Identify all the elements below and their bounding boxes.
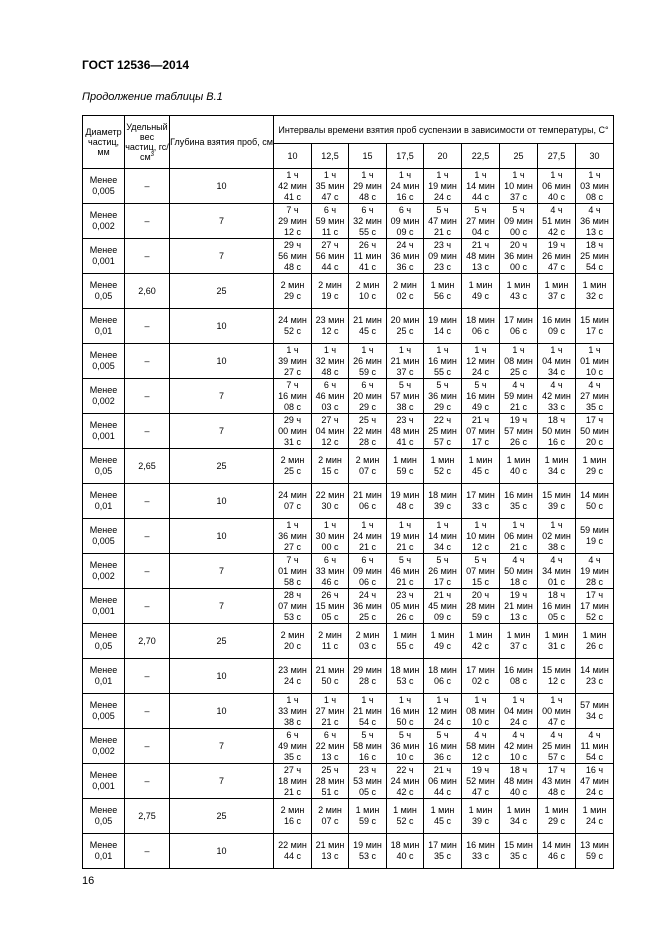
cell-interval: 26 ч 11 мин 41 с — [349, 239, 387, 274]
cell-interval: 1 ч 00 мин 47 с — [538, 694, 576, 729]
cell-interval: 1 мин 45 с — [424, 799, 462, 834]
cell-interval: 5 ч 27 мин 04 с — [462, 204, 500, 239]
cell-interval: 1 мин 45 с — [462, 449, 500, 484]
cell-interval: 1 ч 10 мин 12 с — [462, 519, 500, 554]
cell-interval: 1 ч 24 мин 21 с — [349, 519, 387, 554]
cell-interval: 1 мин 42 с — [462, 624, 500, 659]
cell-interval: 20 ч 36 мин 00 с — [500, 239, 538, 274]
cell-interval: 6 ч 49 мин 35 с — [274, 729, 312, 764]
cell-interval: 1 ч 27 мин 21 с — [312, 694, 349, 729]
cell-diameter: Менее 0,005 — [83, 519, 125, 554]
cell-interval: 22 мин 30 с — [312, 484, 349, 519]
cell-interval: 1 мин 31 с — [538, 624, 576, 659]
cell-weight: – — [125, 694, 170, 729]
cell-diameter: Менее 0,005 — [83, 694, 125, 729]
table-row — [83, 309, 614, 344]
cell-depth: 7 — [170, 414, 274, 449]
cell-interval: 2 мин 11 с — [312, 624, 349, 659]
table-row — [83, 554, 614, 589]
cell-interval: 5 ч 09 мин 00 с — [500, 204, 538, 239]
cell-diameter: Менее 0,05 — [83, 274, 125, 309]
cell-interval: 1 мин 34 с — [500, 799, 538, 834]
cell-diameter: Менее 0,001 — [83, 764, 125, 799]
cell-interval: 57 мин 34 с — [576, 694, 614, 729]
header-temperature: 30 — [576, 144, 614, 169]
cell-interval: 14 мин 23 с — [576, 659, 614, 694]
cell-interval: 5 ч 57 мин 38 с — [387, 379, 424, 414]
table-row — [83, 694, 614, 729]
cell-interval: 19 мин 48 с — [387, 484, 424, 519]
cell-interval: 2 мин 07 с — [349, 449, 387, 484]
cell-interval: 1 ч 19 мин 21 с — [387, 519, 424, 554]
table-row — [83, 519, 614, 554]
cell-interval: 7 ч 29 мин 12 с — [274, 204, 312, 239]
cell-interval: 23 ч 05 мин 26 с — [387, 589, 424, 624]
cell-interval: 2 мин 07 с — [312, 799, 349, 834]
cell-interval: 59 мин 19 с — [576, 519, 614, 554]
cell-weight: 2,75 — [125, 799, 170, 834]
cell-interval: 18 ч 48 мин 40 с — [500, 764, 538, 799]
cell-interval: 1 ч 14 мин 44 с — [462, 169, 500, 204]
cell-interval: 1 ч 12 мин 24 с — [462, 344, 500, 379]
cell-interval: 26 ч 15 мин 05 с — [312, 589, 349, 624]
cell-diameter: Менее 0,01 — [83, 834, 125, 869]
cell-interval: 22 мин 44 с — [274, 834, 312, 869]
cell-interval: 2 мин 02 с — [387, 274, 424, 309]
cell-interval: 4 ч 27 мин 35 с — [576, 379, 614, 414]
cell-interval: 1 ч 36 мин 27 с — [274, 519, 312, 554]
cell-interval: 18 ч 16 мин 05 с — [538, 589, 576, 624]
cell-diameter: Менее 0,005 — [83, 344, 125, 379]
cell-interval: 1 мин 26 с — [576, 624, 614, 659]
header-weight-label: Удельный вес частиц, гс/см — [125, 122, 169, 162]
cell-interval: 23 ч 53 мин 05 с — [349, 764, 387, 799]
cell-interval: 17 ч 50 мин 20 с — [576, 414, 614, 449]
cell-interval: 1 мин 24 с — [576, 799, 614, 834]
cell-interval: 1 ч 08 мин 10 с — [462, 694, 500, 729]
cell-interval: 1 ч 06 мин 21 с — [500, 519, 538, 554]
cell-weight: – — [125, 834, 170, 869]
cell-interval: 24 мин 52 с — [274, 309, 312, 344]
cell-interval: 4 ч 50 мин 18 с — [500, 554, 538, 589]
header-temperature: 10 — [274, 144, 312, 169]
cell-interval: 1 ч 21 мин 37 с — [387, 344, 424, 379]
cell-interval: 21 мин 50 с — [312, 659, 349, 694]
cell-interval: 1 мин 37 с — [538, 274, 576, 309]
table-row — [83, 274, 614, 309]
header-temperature: 12,5 — [312, 144, 349, 169]
cell-interval: 1 мин 56 с — [424, 274, 462, 309]
cell-diameter: Менее 0,01 — [83, 484, 125, 519]
cell-interval: 1 мин 52 с — [424, 449, 462, 484]
cell-interval: 16 мин 09 с — [538, 309, 576, 344]
cell-interval: 1 ч 10 мин 37 с — [500, 169, 538, 204]
table-row — [83, 799, 614, 834]
cell-interval: 1 ч 04 мин 34 с — [538, 344, 576, 379]
cell-interval: 6 ч 20 мин 29 с — [349, 379, 387, 414]
cell-interval: 23 мин 12 с — [312, 309, 349, 344]
table-row — [83, 344, 614, 379]
cell-interval: 1 ч 14 мин 34 с — [424, 519, 462, 554]
cell-diameter: Менее 0,05 — [83, 799, 125, 834]
cell-interval: 1 ч 24 мин 16 с — [387, 169, 424, 204]
cell-interval: 1 мин 34 с — [538, 449, 576, 484]
cell-weight: – — [125, 379, 170, 414]
cell-interval: 4 ч 34 мин 01 с — [538, 554, 576, 589]
cell-interval: 27 ч 18 мин 21 с — [274, 764, 312, 799]
cell-interval: 27 ч 56 мин 44 с — [312, 239, 349, 274]
header-temperature: 25 — [500, 144, 538, 169]
cell-interval: 17 ч 43 мин 48 с — [538, 764, 576, 799]
cell-interval: 24 мин 07 с — [274, 484, 312, 519]
table-row — [83, 589, 614, 624]
cell-interval: 1 мин 59 с — [387, 449, 424, 484]
cell-interval: 18 мин 06 с — [424, 659, 462, 694]
cell-interval: 15 мин 39 с — [538, 484, 576, 519]
cell-interval: 20 ч 28 мин 59 с — [462, 589, 500, 624]
cell-weight: 2,70 — [125, 624, 170, 659]
header-diameter: Диаметр частиц, мм — [83, 116, 125, 169]
cell-interval: 21 ч 07 мин 17 с — [462, 414, 500, 449]
cell-interval: 1 ч 21 мин 54 с — [349, 694, 387, 729]
cell-interval: 1 ч 19 мин 24 с — [424, 169, 462, 204]
header-depth: Глубина взятия проб, см — [170, 116, 274, 169]
cell-interval: 18 мин 06 с — [462, 309, 500, 344]
cell-weight: – — [125, 589, 170, 624]
document-header: ГОСТ 12536—2014 — [82, 58, 190, 72]
cell-depth: 7 — [170, 204, 274, 239]
cell-interval: 5 ч 16 мин 36 с — [424, 729, 462, 764]
cell-depth: 7 — [170, 239, 274, 274]
cell-weight: 2,65 — [125, 449, 170, 484]
table-row — [83, 414, 614, 449]
table-caption: Продолжение таблицы В.1 — [82, 91, 223, 103]
cell-interval: 2 мин 15 с — [312, 449, 349, 484]
cell-interval: 23 ч 48 мин 41 с — [387, 414, 424, 449]
cell-diameter: Менее 0,002 — [83, 204, 125, 239]
cell-interval: 1 ч 12 мин 24 с — [424, 694, 462, 729]
cell-weight: – — [125, 309, 170, 344]
cell-interval: 2 мин 29 с — [274, 274, 312, 309]
cell-interval: 1 мин 43 с — [500, 274, 538, 309]
cell-interval: 2 мин 10 с — [349, 274, 387, 309]
cell-interval: 16 мин 33 с — [462, 834, 500, 869]
cell-diameter: Менее 0,001 — [83, 589, 125, 624]
cell-interval: 28 ч 07 мин 53 с — [274, 589, 312, 624]
data-table — [82, 115, 614, 869]
cell-weight: – — [125, 484, 170, 519]
cell-interval: 6 ч 32 мин 55 с — [349, 204, 387, 239]
cell-interval: 15 мин 12 с — [538, 659, 576, 694]
cell-interval: 19 мин 14 с — [424, 309, 462, 344]
cell-depth: 10 — [170, 834, 274, 869]
cell-interval: 1 ч 02 мин 38 с — [538, 519, 576, 554]
cell-interval: 16 мин 08 с — [500, 659, 538, 694]
cell-interval: 1 мин 37 с — [500, 624, 538, 659]
cell-depth: 7 — [170, 589, 274, 624]
cell-diameter: Менее 0,05 — [83, 449, 125, 484]
header-weight-sup: 3 — [150, 152, 155, 158]
cell-diameter: Менее 0,002 — [83, 554, 125, 589]
cell-interval: 1 ч 04 мин 24 с — [500, 694, 538, 729]
header-temperature: 22,5 — [462, 144, 500, 169]
cell-weight: – — [125, 554, 170, 589]
cell-interval: 2 мин 03 с — [349, 624, 387, 659]
cell-interval: 7 ч 01 мин 58 с — [274, 554, 312, 589]
table-row — [83, 764, 614, 799]
cell-interval: 17 мин 02 с — [462, 659, 500, 694]
cell-diameter: Менее 0,01 — [83, 309, 125, 344]
cell-interval: 1 ч 03 мин 08 с — [576, 169, 614, 204]
cell-diameter: Менее 0,01 — [83, 659, 125, 694]
cell-depth: 10 — [170, 309, 274, 344]
cell-interval: 4 ч 42 мин 10 с — [500, 729, 538, 764]
cell-depth: 7 — [170, 379, 274, 414]
cell-interval: 5 ч 26 мин 17 с — [424, 554, 462, 589]
cell-interval: 1 ч 30 мин 00 с — [312, 519, 349, 554]
cell-interval: 4 ч 58 мин 12 с — [462, 729, 500, 764]
cell-interval: 1 ч 32 мин 48 с — [312, 344, 349, 379]
cell-interval: 16 ч 47 мин 24 с — [576, 764, 614, 799]
cell-interval: 29 ч 00 мин 31 с — [274, 414, 312, 449]
cell-diameter: Менее 0,001 — [83, 239, 125, 274]
cell-interval: 7 ч 16 мин 08 с — [274, 379, 312, 414]
cell-interval: 22 ч 24 мин 42 с — [387, 764, 424, 799]
cell-interval: 15 мин 35 с — [500, 834, 538, 869]
cell-interval: 21 ч 45 мин 09 с — [424, 589, 462, 624]
cell-interval: 17 мин 06 с — [500, 309, 538, 344]
cell-interval: 4 ч 36 мин 13 с — [576, 204, 614, 239]
cell-interval: 24 ч 36 мин 25 с — [349, 589, 387, 624]
cell-interval: 15 мин 17 с — [576, 309, 614, 344]
cell-interval: 1 ч 01 мин 10 с — [576, 344, 614, 379]
cell-interval: 29 мин 28 с — [349, 659, 387, 694]
header-weight — [125, 116, 170, 169]
cell-interval: 1 мин 29 с — [576, 449, 614, 484]
cell-interval: 17 мин 33 с — [462, 484, 500, 519]
cell-interval: 19 ч 26 мин 47 с — [538, 239, 576, 274]
cell-interval: 5 ч 16 мин 49 с — [462, 379, 500, 414]
cell-interval: 17 ч 17 мин 52 с — [576, 589, 614, 624]
cell-interval: 4 ч 59 мин 21 с — [500, 379, 538, 414]
cell-interval: 1 ч 29 мин 48 с — [349, 169, 387, 204]
cell-weight: – — [125, 414, 170, 449]
cell-weight: – — [125, 764, 170, 799]
cell-interval: 1 мин 39 с — [462, 799, 500, 834]
cell-depth: 25 — [170, 624, 274, 659]
cell-weight: 2,60 — [125, 274, 170, 309]
cell-interval: 23 ч 09 мин 23 с — [424, 239, 462, 274]
cell-interval: 4 ч 19 мин 28 с — [576, 554, 614, 589]
cell-depth: 25 — [170, 274, 274, 309]
cell-interval: 21 мин 13 с — [312, 834, 349, 869]
cell-interval: 1 мин 40 с — [500, 449, 538, 484]
cell-interval: 1 ч 35 мин 47 с — [312, 169, 349, 204]
header-temperature: 15 — [349, 144, 387, 169]
header-temperature: 17,5 — [387, 144, 424, 169]
cell-interval: 1 мин 32 с — [576, 274, 614, 309]
cell-interval: 5 ч 47 мин 21 с — [424, 204, 462, 239]
cell-depth: 25 — [170, 799, 274, 834]
cell-interval: 2 мин 19 с — [312, 274, 349, 309]
cell-depth: 10 — [170, 694, 274, 729]
cell-interval: 18 мин 40 с — [387, 834, 424, 869]
cell-interval: 1 мин 59 с — [349, 799, 387, 834]
cell-interval: 22 ч 25 мин 57 с — [424, 414, 462, 449]
cell-interval: 5 ч 46 мин 21 с — [387, 554, 424, 589]
header-intervals: Интервалы времени взятия проб суспензии в зависимости от температуры, С° — [274, 116, 614, 144]
table-row — [83, 204, 614, 239]
cell-interval: 6 ч 46 мин 03 с — [312, 379, 349, 414]
cell-interval: 1 мин 49 с — [462, 274, 500, 309]
cell-interval: 4 ч 25 мин 57 с — [538, 729, 576, 764]
cell-depth: 25 — [170, 449, 274, 484]
table-row — [83, 169, 614, 204]
cell-depth: 10 — [170, 519, 274, 554]
cell-interval: 5 ч 58 мин 16 с — [349, 729, 387, 764]
cell-depth: 7 — [170, 729, 274, 764]
cell-interval: 2 мин 20 с — [274, 624, 312, 659]
cell-interval: 1 мин 52 с — [387, 799, 424, 834]
cell-interval: 5 ч 36 мин 29 с — [424, 379, 462, 414]
cell-interval: 14 мин 46 с — [538, 834, 576, 869]
cell-interval: 25 ч 28 мин 51 с — [312, 764, 349, 799]
cell-interval: 21 ч 48 мин 13 с — [462, 239, 500, 274]
table-row — [83, 239, 614, 274]
cell-diameter: Менее 0,001 — [83, 414, 125, 449]
cell-depth: 10 — [170, 169, 274, 204]
cell-interval: 1 мин 55 с — [387, 624, 424, 659]
cell-interval: 2 мин 25 с — [274, 449, 312, 484]
table-row — [83, 484, 614, 519]
cell-interval: 1 ч 06 мин 40 с — [538, 169, 576, 204]
cell-interval: 25 ч 22 мин 28 с — [349, 414, 387, 449]
cell-weight: – — [125, 239, 170, 274]
cell-interval: 19 ч 57 мин 26 с — [500, 414, 538, 449]
cell-diameter: Менее 0,002 — [83, 379, 125, 414]
cell-interval: 6 ч 09 мин 06 с — [349, 554, 387, 589]
cell-interval: 1 ч 26 мин 59 с — [349, 344, 387, 379]
cell-depth: 7 — [170, 554, 274, 589]
cell-interval: 17 мин 35 с — [424, 834, 462, 869]
cell-interval: 6 ч 09 мин 09 с — [387, 204, 424, 239]
cell-interval: 1 ч 16 мин 50 с — [387, 694, 424, 729]
cell-depth: 10 — [170, 484, 274, 519]
table-row — [83, 834, 614, 869]
cell-diameter: Менее 0,05 — [83, 624, 125, 659]
header-temperature: 20 — [424, 144, 462, 169]
cell-interval: 1 мин 29 с — [538, 799, 576, 834]
cell-interval: 1 ч 42 мин 41 с — [274, 169, 312, 204]
cell-interval: 1 ч 33 мин 38 с — [274, 694, 312, 729]
cell-interval: 20 мин 25 с — [387, 309, 424, 344]
cell-interval: 21 мин 06 с — [349, 484, 387, 519]
cell-interval: 4 ч 51 мин 42 с — [538, 204, 576, 239]
cell-interval: 14 мин 50 с — [576, 484, 614, 519]
cell-interval: 23 мин 24 с — [274, 659, 312, 694]
cell-depth: 10 — [170, 659, 274, 694]
cell-interval: 6 ч 22 мин 13 с — [312, 729, 349, 764]
cell-interval: 6 ч 33 мин 46 с — [312, 554, 349, 589]
cell-interval: 18 ч 50 мин 16 с — [538, 414, 576, 449]
header-temperature: 27,5 — [538, 144, 576, 169]
cell-interval: 19 мин 53 с — [349, 834, 387, 869]
cell-interval: 29 ч 56 мин 48 с — [274, 239, 312, 274]
cell-interval: 27 ч 04 мин 12 с — [312, 414, 349, 449]
cell-interval: 6 ч 59 мин 11 с — [312, 204, 349, 239]
cell-interval: 13 мин 59 с — [576, 834, 614, 869]
cell-depth: 10 — [170, 344, 274, 379]
cell-interval: 5 ч 36 мин 10 с — [387, 729, 424, 764]
cell-interval: 19 ч 21 мин 13 с — [500, 589, 538, 624]
cell-interval: 18 мин 53 с — [387, 659, 424, 694]
table-row — [83, 449, 614, 484]
cell-interval: 4 ч 11 мин 54 с — [576, 729, 614, 764]
cell-interval: 1 ч 39 мин 27 с — [274, 344, 312, 379]
cell-weight: – — [125, 169, 170, 204]
cell-weight: – — [125, 729, 170, 764]
cell-interval: 1 ч 16 мин 55 с — [424, 344, 462, 379]
cell-interval: 1 ч 08 мин 25 с — [500, 344, 538, 379]
cell-weight: – — [125, 344, 170, 379]
table-row — [83, 379, 614, 414]
cell-diameter: Менее 0,005 — [83, 169, 125, 204]
table-row — [83, 624, 614, 659]
cell-interval: 21 ч 06 мин 44 с — [424, 764, 462, 799]
cell-interval: 18 мин 39 с — [424, 484, 462, 519]
cell-interval: 4 ч 42 мин 33 с — [538, 379, 576, 414]
cell-interval: 1 мин 49 с — [424, 624, 462, 659]
cell-depth: 7 — [170, 764, 274, 799]
cell-interval: 18 ч 25 мин 54 с — [576, 239, 614, 274]
cell-weight: – — [125, 204, 170, 239]
cell-interval: 2 мин 16 с — [274, 799, 312, 834]
cell-interval: 24 ч 36 мин 36 с — [387, 239, 424, 274]
table-row — [83, 659, 614, 694]
page-number: 16 — [82, 875, 95, 887]
cell-interval: 5 ч 07 мин 15 с — [462, 554, 500, 589]
table-row — [83, 729, 614, 764]
cell-interval: 21 мин 45 с — [349, 309, 387, 344]
cell-interval: 16 мин 35 с — [500, 484, 538, 519]
cell-weight: – — [125, 659, 170, 694]
cell-interval: 19 ч 52 мин 47 с — [462, 764, 500, 799]
cell-diameter: Менее 0,002 — [83, 729, 125, 764]
cell-weight: – — [125, 519, 170, 554]
